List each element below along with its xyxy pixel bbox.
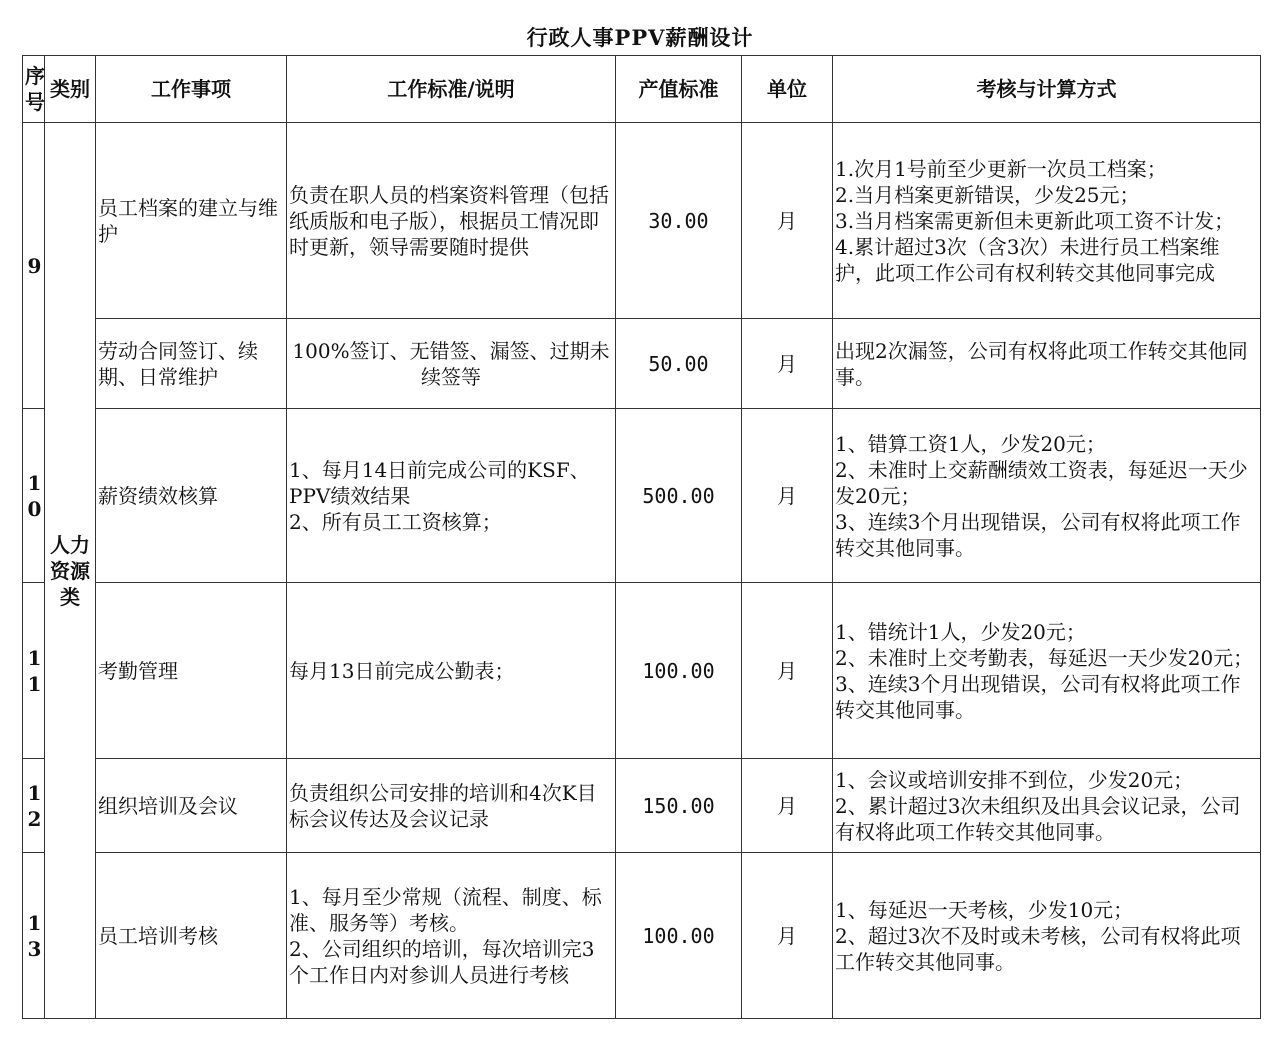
unit-cell: 月: [742, 319, 833, 409]
standard-cell: 负责在职人员的档案资料管理（包括纸质版和电子版），根据员工情况即时更新，领导需要随时提供: [287, 123, 616, 319]
row-index: 13: [23, 853, 45, 1019]
task-cell: 薪资绩效核算: [96, 409, 287, 583]
rule-line: 2、未准时上交考勤表，每延迟一天少发20元；: [835, 645, 1254, 670]
salary-design-table: [22, 55, 1261, 1019]
assessment-cell: [833, 319, 1261, 409]
rule-line: 1.次月1号前至少更新一次员工档案；: [835, 156, 1167, 181]
sheet-title: 行政人事PPV薪酬设计: [526, 25, 754, 50]
unit-cell: 月: [742, 759, 833, 853]
unit-cell: 月: [742, 583, 833, 759]
table-row: [23, 409, 1261, 583]
rule-line: 2、累计超过3次未组织及出具会议记录，公司有权将此项工作转交其他同事。: [835, 793, 1241, 844]
task-cell: 员工档案的建立与维护: [96, 123, 287, 319]
header-unit: 单位: [742, 56, 833, 123]
value-cell: 30.00: [616, 123, 742, 319]
rule-line: 3.当月档案需更新但未更新此项工资不计发；: [835, 208, 1235, 233]
row-index: 10: [23, 409, 45, 583]
assessment-cell: [833, 123, 1261, 319]
value-cell: 150.00: [616, 759, 742, 853]
rule-line: 3、连续3个月出现错误，公司有权将此项工作转交其他同事。: [835, 509, 1241, 560]
rule-line: 4.累计超过3次（含3次）未进行员工档案维护，此项工作公司有权利转交其他同事完成: [835, 234, 1220, 285]
rule-line: 1、每延迟一天考核，少发10元；: [835, 897, 1134, 922]
table-row: [23, 583, 1261, 759]
task-cell: 员工培训考核: [96, 853, 287, 1019]
rule-line: 3、连续3个月出现错误，公司有权将此项工作转交其他同事。: [835, 671, 1241, 722]
row-index: 12: [23, 759, 45, 853]
header-assessment: 考核与计算方式: [833, 56, 1261, 123]
table-row: [23, 759, 1261, 853]
standard-cell: 1、每月至少常规（流程、制度、标准、服务等）考核。 2、公司组织的培训，每次培训完3个工作日内对参训人员进行考核: [287, 853, 616, 1019]
header-row: [23, 56, 1261, 123]
task-cell: 劳动合同签订、续期、日常维护: [96, 319, 287, 409]
standard-cell: 1、每月14日前完成公司的KSF、PPV绩效结果 2、所有员工工资核算；: [287, 409, 616, 583]
assessment-cell: [833, 853, 1261, 1019]
value-cell: 100.00: [616, 853, 742, 1019]
rule-line: 2.当月档案更新错误，少发25元；: [835, 182, 1140, 207]
rule-line: 出现2次漏签，公司有权将此项工作转交其他同事。: [835, 338, 1248, 389]
assessment-cell: [833, 759, 1261, 853]
standard-cell: 100%签订、无错签、漏签、过期未续签等: [287, 319, 616, 409]
unit-cell: 月: [742, 409, 833, 583]
table-row: [23, 853, 1261, 1019]
rule-line: 1、错统计1人，少发20元；: [835, 619, 1086, 644]
row-index: 9: [23, 123, 45, 409]
value-cell: 500.00: [616, 409, 742, 583]
task-cell: 考勤管理: [96, 583, 287, 759]
category-cell: 人力资源类: [45, 123, 96, 1019]
rule-line: 1、错算工资1人，少发20元；: [835, 431, 1106, 456]
value-cell: 50.00: [616, 319, 742, 409]
header-value: 产值标准: [616, 56, 742, 123]
assessment-cell: [833, 583, 1261, 759]
header-index: 序号: [23, 56, 45, 123]
rule-line: 2、超过3次不及时或未考核，公司有权将此项工作转交其他同事。: [835, 923, 1241, 974]
rule-line: 2、未准时上交薪酬绩效工资表，每延迟一天少发20元；: [835, 457, 1248, 508]
assessment-cell: [833, 409, 1261, 583]
unit-cell: 月: [742, 123, 833, 319]
table-row: [23, 123, 1261, 319]
unit-cell: 月: [742, 853, 833, 1019]
header-standard: 工作标准/说明: [287, 56, 616, 123]
row-index: 11: [23, 583, 45, 759]
value-cell: 100.00: [616, 583, 742, 759]
header-category: 类别: [45, 56, 96, 123]
rule-line: 1、会议或培训安排不到位，少发20元；: [835, 767, 1194, 792]
header-task: 工作事项: [96, 56, 287, 123]
standard-cell: 每月13日前完成公勤表；: [287, 583, 616, 759]
task-cell: 组织培训及会议: [96, 759, 287, 853]
standard-cell: 负责组织公司安排的培训和4次K目标会议传达及会议记录: [287, 759, 616, 853]
table-row: [23, 319, 1261, 409]
